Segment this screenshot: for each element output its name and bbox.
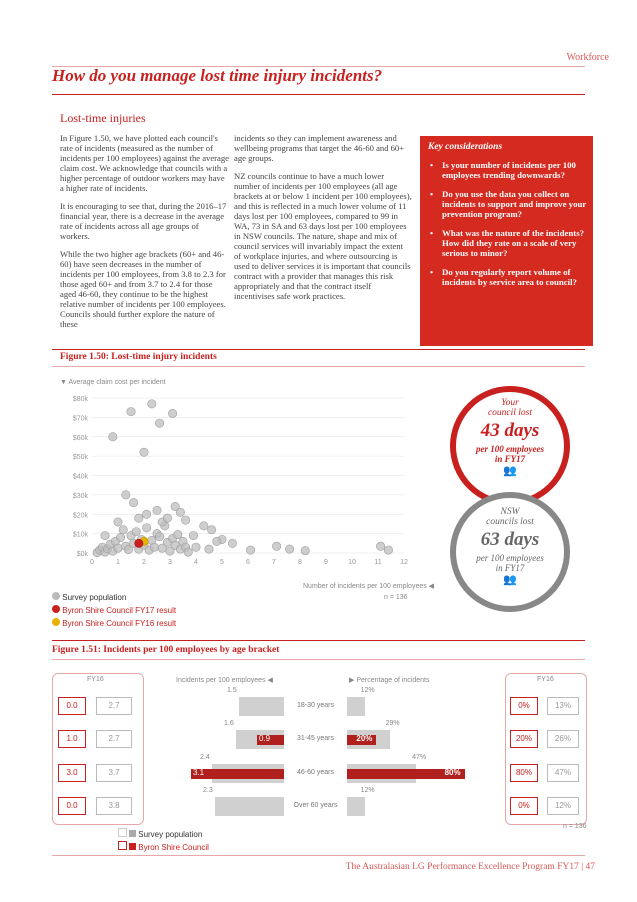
fy16-council-rate: 0.0	[58, 697, 86, 715]
y-tick-label: $60k	[72, 434, 88, 442]
survey-point	[114, 518, 122, 526]
survey-rate-label: 1.5	[227, 687, 237, 694]
figure-rule	[52, 349, 585, 350]
paragraph: incidents so they can implement awareness and wellbeing programs that target the 46-60 and 60+ age groups.	[234, 133, 405, 163]
x-tick-label: 8	[298, 559, 302, 566]
fy16-council-rate: 1.0	[58, 730, 86, 748]
fy16-survey-pct: 47%	[547, 764, 579, 782]
survey-rate-bar	[239, 697, 284, 716]
survey-point	[189, 531, 197, 539]
key-considerations-title: Key considerations	[428, 142, 503, 152]
survey-point	[142, 524, 150, 532]
survey-point	[148, 400, 156, 408]
footer-rule	[52, 855, 585, 856]
age-bracket-label: Over 60 years	[293, 802, 338, 809]
y-tick-label: $10k	[72, 531, 88, 539]
fy16-council-pct: 0%	[510, 697, 538, 715]
x-tick-label: 12	[400, 559, 408, 566]
x-tick-label: 11	[374, 559, 382, 566]
fy16-council-pct: 0%	[510, 797, 538, 815]
x-tick-label: 3	[168, 559, 172, 566]
survey-point	[109, 433, 117, 441]
sample-size: n = 136	[384, 594, 408, 601]
y-tick-label: $50k	[72, 454, 88, 462]
right-axis-label: ▶ Percentage of incidents	[349, 677, 430, 684]
survey-point	[207, 526, 215, 534]
age-bracket-label: 31-45 years	[297, 735, 334, 742]
scatter-chart	[60, 390, 420, 590]
page-footer: The Australasian LG Performance Excellence Program FY17 | 47	[345, 862, 595, 872]
survey-point	[142, 510, 150, 518]
age-bracket-label: 18-30 years	[297, 702, 334, 709]
survey-point	[168, 409, 176, 417]
survey-point	[135, 514, 143, 522]
x-tick-label: 10	[348, 559, 356, 566]
section-tag: Workforce	[566, 52, 609, 63]
survey-point	[150, 543, 158, 551]
fy16-council-rate: 0.0	[58, 797, 86, 815]
survey-point	[301, 546, 309, 554]
age-chart-legend	[118, 828, 209, 854]
legend-item: Survey population	[52, 591, 176, 604]
fy16-survey-pct: 12%	[547, 797, 579, 815]
survey-point	[129, 498, 137, 506]
yellow-dot-icon	[52, 618, 60, 626]
x-tick-label: 4	[194, 559, 198, 566]
survey-point	[119, 526, 127, 534]
grey-dot-icon	[52, 592, 60, 600]
consideration-item: • Do you regularly report volume of incidents by service area to council?	[428, 267, 587, 287]
fy16-council-pct: 80%	[510, 764, 538, 782]
survey-pct-label: 29%	[385, 720, 400, 727]
survey-point	[132, 527, 140, 535]
age-bracket-label: 46-60 years	[297, 769, 334, 776]
survey-rate-label: 1.6	[224, 720, 234, 727]
figure-151-title: Figure 1.51: Incidents per 100 employees by age bracket	[52, 645, 280, 655]
survey-point	[184, 548, 192, 556]
paragraph: NZ councils continue to have a much lower number of incidents per 100 employees (all age brackets at or below 1 incident per 100 employees), and this is reflected in a much lower volume of 11 days lost per 100 employees, compared to 99 in WA, 73 in SA and 63 days lost per 100 employees in NSW councils. The nature, shape and mix of council services will invariably impact the extent of workplace injuries, and where outsourcing is used to deliver services it is important that councils contract with a provider that manages this risk appropriately and that the contract itself incentivises safe work practices.	[234, 171, 412, 301]
consideration-item: • Do you use the data you collect on incidents to support and improve your prevention program?	[428, 189, 587, 219]
grey-square-icon	[118, 828, 127, 837]
council-pct-label: 80%	[444, 768, 461, 777]
x-tick-label: 6	[246, 559, 250, 566]
key-considerations-box	[420, 136, 593, 346]
x-tick-label: 5	[220, 559, 224, 566]
y-tick-label: $70k	[72, 415, 88, 423]
survey-point	[205, 545, 213, 553]
left-axis-label: Incidents per 100 employees ◀	[176, 677, 273, 684]
red-square-icon	[129, 843, 136, 850]
fy16-survey-rate: 2.7	[96, 730, 132, 748]
x-tick-label: 9	[324, 559, 328, 566]
survey-point	[127, 407, 135, 415]
survey-point	[140, 448, 148, 456]
figure-rule	[52, 659, 585, 660]
survey-pct-label: 47%	[412, 754, 427, 761]
nsw-days-lost-circle: NSW councils lost 63 days per 100 employees in FY17 👥	[450, 492, 570, 612]
x-tick-label: 7	[272, 559, 276, 566]
y-tick-label: $0k	[76, 551, 88, 558]
survey-point	[228, 539, 236, 547]
survey-point	[116, 533, 124, 541]
paragraph: It is encouraging to see that, during the 2016–17 financial year, there is a decrease in the average rate of incidents across all age groups of workers.	[60, 201, 227, 241]
survey-rate-label: 2.3	[203, 787, 213, 794]
y-tick-label: $40k	[72, 473, 88, 481]
fy16-survey-rate: 2.7	[96, 697, 132, 715]
survey-point	[192, 543, 200, 551]
section-subtitle: Lost-time injuries	[60, 111, 146, 125]
figure-150-title: Figure 1.50: Lost-time injury incidents	[60, 352, 217, 362]
body-column-1	[60, 133, 230, 337]
survey-point	[272, 542, 280, 550]
paragraph: While the two higher age brackets (60+ and 46-60) have seen decreases in the number of incidents per 100 employees, from 3.8 to 2.3 for those aged 60+ and from 3.7 to 2.4 for those aged 46-60, they continue to be the highest relative number of incidents per 100 employees. Councils should further explore the nature of these	[60, 249, 226, 329]
council-fy17-point	[135, 539, 143, 547]
y-tick-label: $20k	[72, 512, 88, 520]
survey-pct-label: 12%	[360, 787, 375, 794]
survey-point	[246, 546, 254, 554]
figure-rule	[52, 640, 585, 641]
survey-point	[200, 522, 208, 530]
figure-rule	[52, 366, 585, 367]
x-tick-label: 2	[142, 559, 146, 566]
survey-point	[101, 531, 109, 539]
fy16-survey-rate: 3.8	[96, 797, 132, 815]
legend-item: Byron Shire Council FY17 result	[52, 604, 176, 617]
fy16-survey-rate: 3.7	[96, 764, 132, 782]
consideration-item: • Is your number of incidents per 100 employees trending downwards?	[428, 160, 587, 180]
red-dot-icon	[52, 605, 60, 613]
survey-pct-label: 12%	[360, 687, 375, 694]
x-tick-label: 1	[116, 559, 120, 566]
y-axis-label: ▼ Average claim cost per incident	[60, 379, 166, 386]
page-title: How do you manage lost time injury incidents?	[52, 66, 383, 85]
survey-point	[153, 506, 161, 514]
y-tick-label: $80k	[72, 396, 88, 403]
survey-point	[155, 532, 163, 540]
fy16-survey-pct: 13%	[547, 697, 579, 715]
survey-point	[384, 546, 392, 554]
survey-point	[114, 544, 122, 552]
x-tick-label: 0	[90, 559, 94, 566]
survey-point	[376, 542, 384, 550]
fy16-council-rate: 3.0	[58, 764, 86, 782]
legend-item: Byron Shire Council	[118, 841, 209, 854]
survey-point	[122, 491, 130, 499]
survey-point	[213, 537, 221, 545]
fy16-survey-pct: 26%	[547, 730, 579, 748]
survey-pct-bar	[347, 797, 365, 816]
sample-size: n = 136	[563, 823, 587, 830]
survey-rate-bar	[215, 797, 284, 816]
legend-item: Survey population	[118, 828, 209, 841]
council-rate-label: 0.9	[259, 734, 271, 743]
red-square-icon	[118, 841, 127, 850]
right-fy16-header: FY16	[537, 676, 554, 683]
y-tick-label: $30k	[72, 492, 88, 500]
grey-square-icon	[129, 830, 136, 837]
scatter-legend	[52, 591, 176, 630]
survey-point	[181, 516, 189, 524]
title-rule	[52, 94, 585, 95]
survey-point	[285, 545, 293, 553]
council-rate-bar	[191, 769, 284, 779]
legend-item: Byron Shire Council FY16 result	[52, 617, 176, 630]
council-rate-label: 3.1	[193, 768, 205, 777]
left-fy16-header: FY16	[87, 676, 104, 683]
survey-point	[155, 419, 163, 427]
survey-point	[176, 508, 184, 516]
fy16-council-pct: 20%	[510, 730, 538, 748]
body-column-2	[234, 133, 412, 309]
paragraph: In Figure 1.50, we have plotted each council's rate of incidents (measured as the number of incidents per 100 employees) against the average claim cost. We acknowledge that councils with a higher percentage of outdoor workers may have a higher rate of incidents.	[60, 133, 229, 193]
survey-pct-bar	[347, 697, 365, 716]
x-axis-label: Number of incidents per 100 employees ◀	[303, 583, 435, 590]
survey-rate-label: 2.4	[200, 754, 210, 761]
consideration-item: • What was the nature of the incidents? How did they rate on a scale of very serious to minor?	[428, 228, 587, 258]
people-icon: 👥	[503, 574, 517, 586]
people-icon: 👥	[503, 465, 517, 477]
survey-point	[163, 514, 171, 522]
council-pct-label: 20%	[356, 734, 373, 743]
council-days-lost-circle: Your council lost 43 days per 100 employees in FY17 👥	[450, 386, 570, 506]
